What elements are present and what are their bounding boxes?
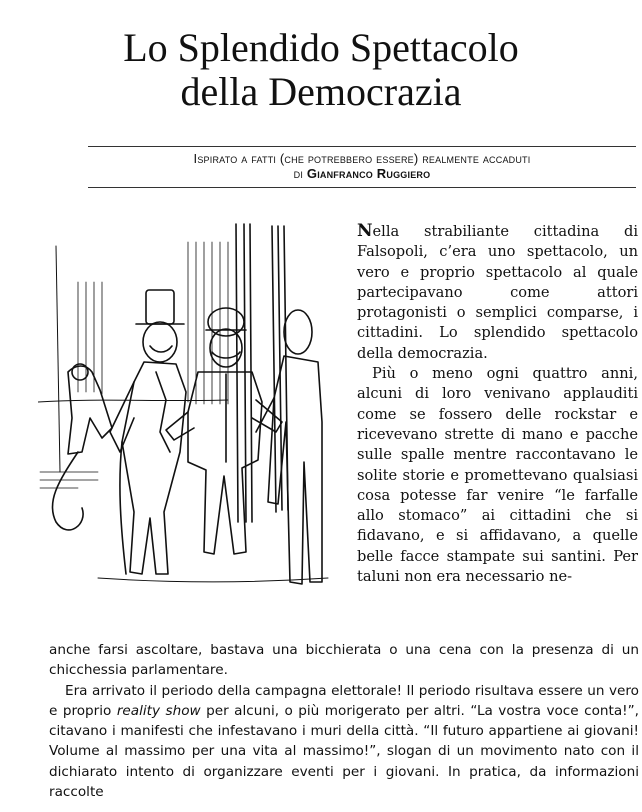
byline bbox=[88, 166, 636, 181]
article-title bbox=[0, 26, 642, 114]
top-rule bbox=[88, 146, 636, 147]
paragraph-1 bbox=[357, 221, 638, 364]
paragraph-3 bbox=[49, 681, 639, 803]
byline-prefix: di bbox=[293, 166, 304, 181]
bottom-rule bbox=[88, 187, 636, 188]
reality-show-italic: reality show bbox=[116, 702, 201, 719]
drop-initial: N bbox=[357, 221, 373, 241]
paragraph-2: Più o meno ogni quattro anni, alcuni di loro venivano applauditi come se fossero delle rockstar e ricevevano strette di mano e pacche sulle spalle mentre raccontavano le solite storie e promettevano qualsiasi cosa potesse far venire “le farfalle allo stomaco” ai cittadini che si fidavano, e si affidavano, a quelle belle facce stampate sui santini. Per taluni non era necessario ne- bbox=[357, 365, 638, 586]
paragraph-3-start: Era arrivato il periodo della campagna elettorale! Il periodo risultava essere un vero e proprio bbox=[49, 682, 639, 719]
title-line-2: della Democrazia bbox=[180, 69, 462, 114]
title-line-1: Lo Splendido Spettacolo bbox=[123, 25, 519, 70]
full-width-text bbox=[49, 640, 639, 802]
intro-column bbox=[357, 221, 638, 641]
article-subtitle bbox=[88, 151, 636, 181]
paragraph-2-continued: anche farsi ascoltare, bastava una bicchierata o una cena con la presenza di un chicchessia parlamentare. bbox=[49, 642, 639, 679]
subtitle-tagline: Ispirato a fatti (che potrebbero essere) realmente accaduti bbox=[193, 151, 531, 166]
paragraph-3-end: per alcuni, o più morigerato per altri. “La vostra voce conta!”, citavano i manifesti che infestavano i muri della città. “Il futuro appartiene ai giovani! Volume al massimo per una vita al massimo!”, slogan di un movimento nato con il dichiarato intento di organizzare eventi per i giovani. In pratica, da informazioni raccolte bbox=[49, 702, 639, 801]
cartoon-illustration bbox=[38, 222, 330, 610]
paragraph-1-text: ella strabiliante cittadina di Falsopoli, c’era uno spettacolo, un vero e proprio spettacolo al quale partecipavano come attori protagonisti o semplici comparse, i cittadini. Lo splendido spettacolo della democrazia. bbox=[357, 223, 638, 362]
author-name: Gianfranco Ruggiero bbox=[306, 166, 431, 181]
